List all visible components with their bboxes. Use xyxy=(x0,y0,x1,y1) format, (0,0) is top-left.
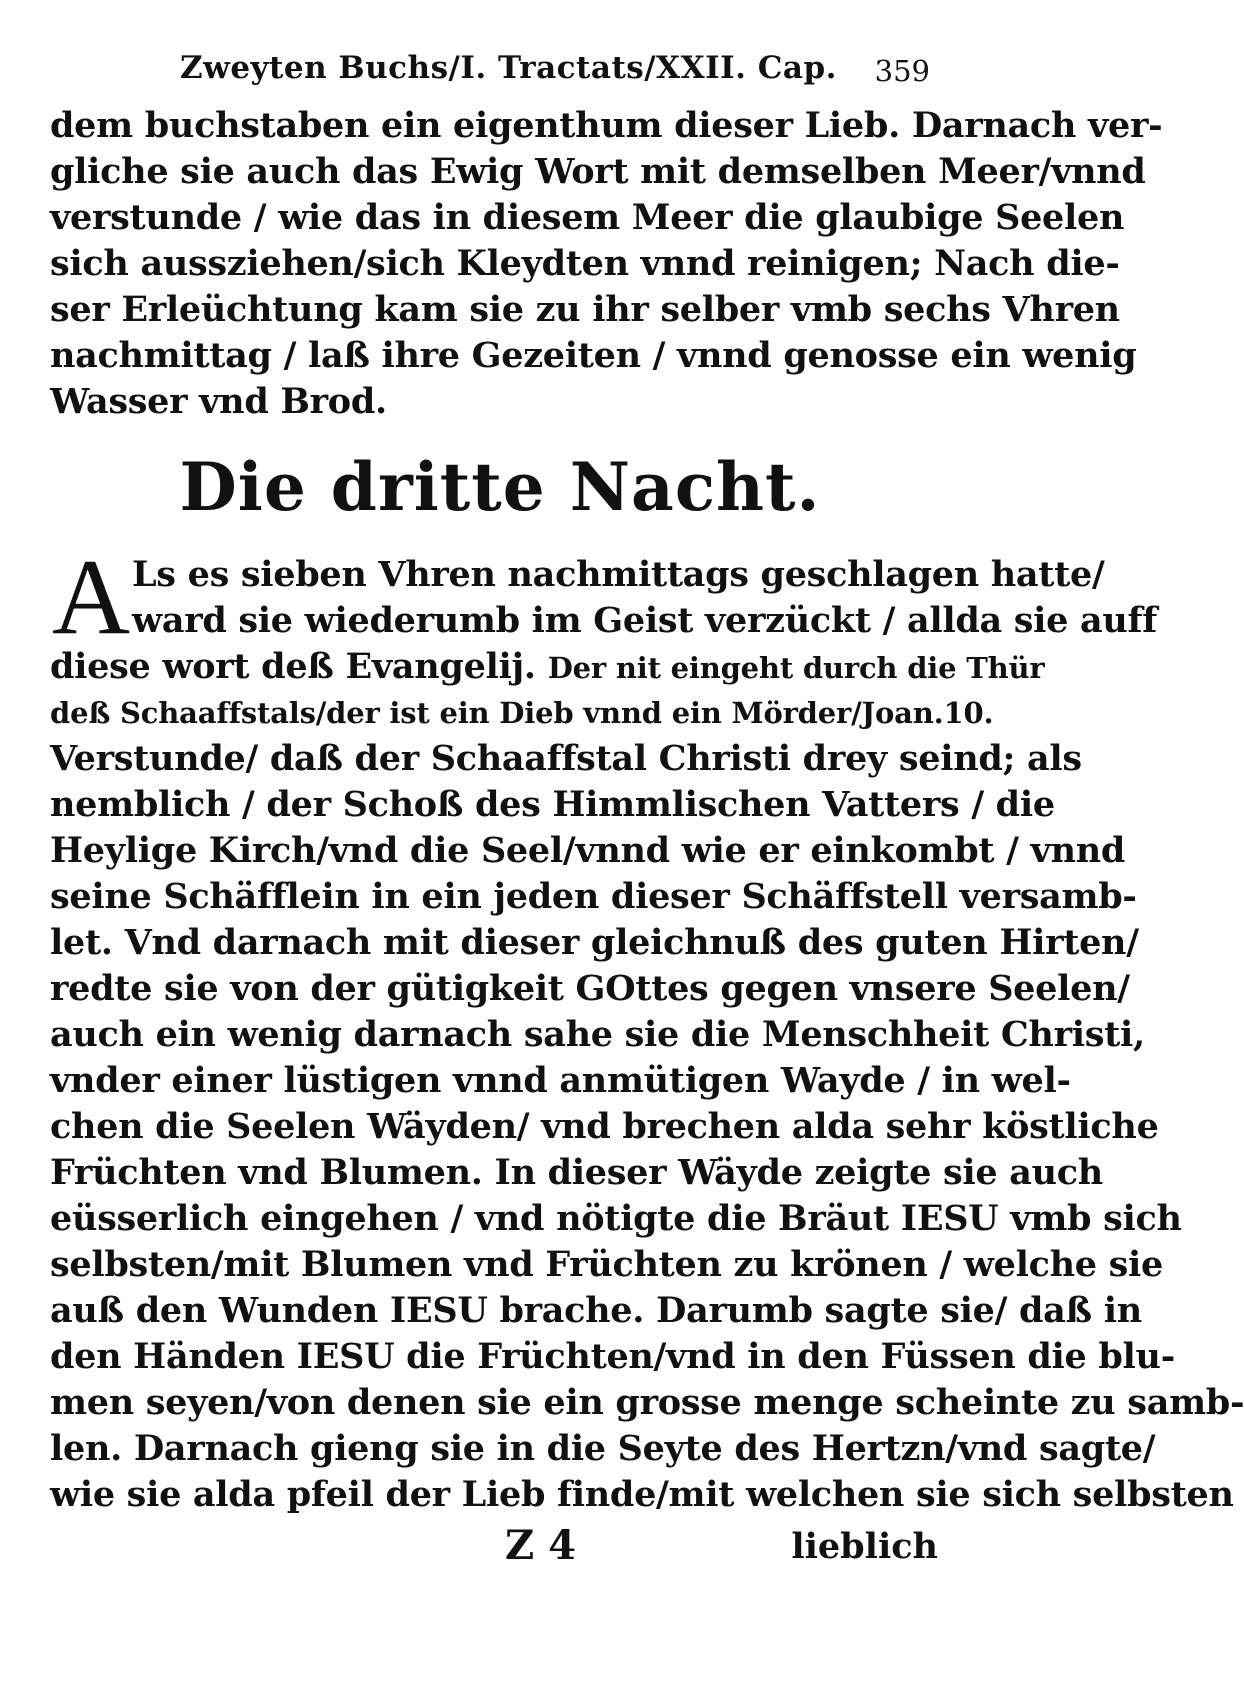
text-line: selbsten/mit Blumen vnd Früchten zu krönen / welche sie xyxy=(50,1244,1163,1285)
text-line: nemblich / der Schoß des Himmlischen Vatters / die xyxy=(50,784,1055,825)
text-line: nachmittag / laß ihre Gezeiten / vnnd genosse ein wenig xyxy=(50,335,1137,376)
text-line: seine Schäfflein in ein jeden dieser Schäffstell versamb- xyxy=(50,876,1137,917)
text-line: den Händen IESU die Früchten/vnd in den Füssen die blu- xyxy=(50,1336,1175,1377)
section-heading: Die dritte Nacht. xyxy=(179,448,821,526)
text-line: vnder einer lüstigen vnnd anmütigen Wayde / in wel- xyxy=(50,1060,1071,1101)
drop-cap: A xyxy=(52,538,130,657)
text-line xyxy=(50,644,1045,690)
paragraph-main xyxy=(50,552,1244,1518)
text-line: Ls es sieben Vhren nachmittags geschlagen hatte/ xyxy=(132,554,1105,595)
text-line: auch ein wenig darnach sahe sie die Menschheit Christi, xyxy=(50,1014,1145,1055)
page-number: 359 xyxy=(874,54,930,88)
text-line: chen die Seelen Wäyden/ vnd brechen alda sehr köstliche xyxy=(50,1106,1159,1147)
text-line: gliche sie auch das Ewig Wort mit demselben Meer/vnnd xyxy=(50,151,1146,192)
text-line: men seyen/von denen sie ein grosse menge scheinte zu samb- xyxy=(50,1382,1244,1423)
signature-mark: Z 4 xyxy=(505,1522,576,1569)
text-line: Verstunde/ daß der Schaaffstal Christi drey seind; als xyxy=(50,738,1082,779)
text-line: eüsserlich eingehen / vnd nötigte die Bräut IESU vmb sich xyxy=(50,1198,1182,1239)
text-line: auß den Wunden IESU brache. Darumb sagte sie/ daß in xyxy=(50,1290,1142,1331)
text-line: sich aussziehen/sich Kleydten vnnd reinigen; Nach die- xyxy=(50,243,1120,284)
text-line: Früchten vnd Blumen. In dieser Wäyde zeigte sie auch xyxy=(50,1152,1103,1193)
scripture-quote: Der nit eingeht durch die Thür xyxy=(547,651,1045,685)
text-span: diese wort deß Evangelij. xyxy=(50,646,548,687)
text-line: dem buchstaben ein eigenthum dieser Lieb. Darnach ver- xyxy=(50,105,1163,146)
text-line: ser Erleüchtung kam sie zu ihr selber vmb sechs Vhren xyxy=(50,289,1120,330)
scripture-quote-line: deß Schaaffstals/der ist ein Dieb vnnd ein Mörder/Joan.10. xyxy=(50,696,994,730)
catchword: lieblich xyxy=(791,1526,938,1567)
text-line: ward sie wiederumb im Geist verzückt / allda sie auff xyxy=(132,600,1158,641)
page-header xyxy=(0,50,1000,100)
text-line: len. Darnach gieng sie in die Seyte des Hertzn/vnd sagte/ xyxy=(50,1428,1156,1469)
text-line: redte sie von der gütigkeit GOttes gegen vnsere Seelen/ xyxy=(50,968,1130,1009)
paragraph-continuation xyxy=(50,103,1163,425)
page-footer xyxy=(0,1522,1000,1582)
text-line: Heylige Kirch/vnd die Seel/vnnd wie er einkombt / vnnd xyxy=(50,830,1126,871)
text-line: Wasser vnd Brod. xyxy=(50,381,387,422)
text-line: wie sie alda pfeil der Lieb finde/mit welchen sie sich selbsten xyxy=(50,1474,1234,1515)
text-line: let. Vnd darnach mit dieser gleichnuß des guten Hirten/ xyxy=(50,922,1139,963)
text-line: verstunde / wie das in diesem Meer die glaubige Seelen xyxy=(50,197,1125,238)
running-head: Zweyten Buchs/I. Tractats/XXII. Cap. xyxy=(180,50,837,86)
